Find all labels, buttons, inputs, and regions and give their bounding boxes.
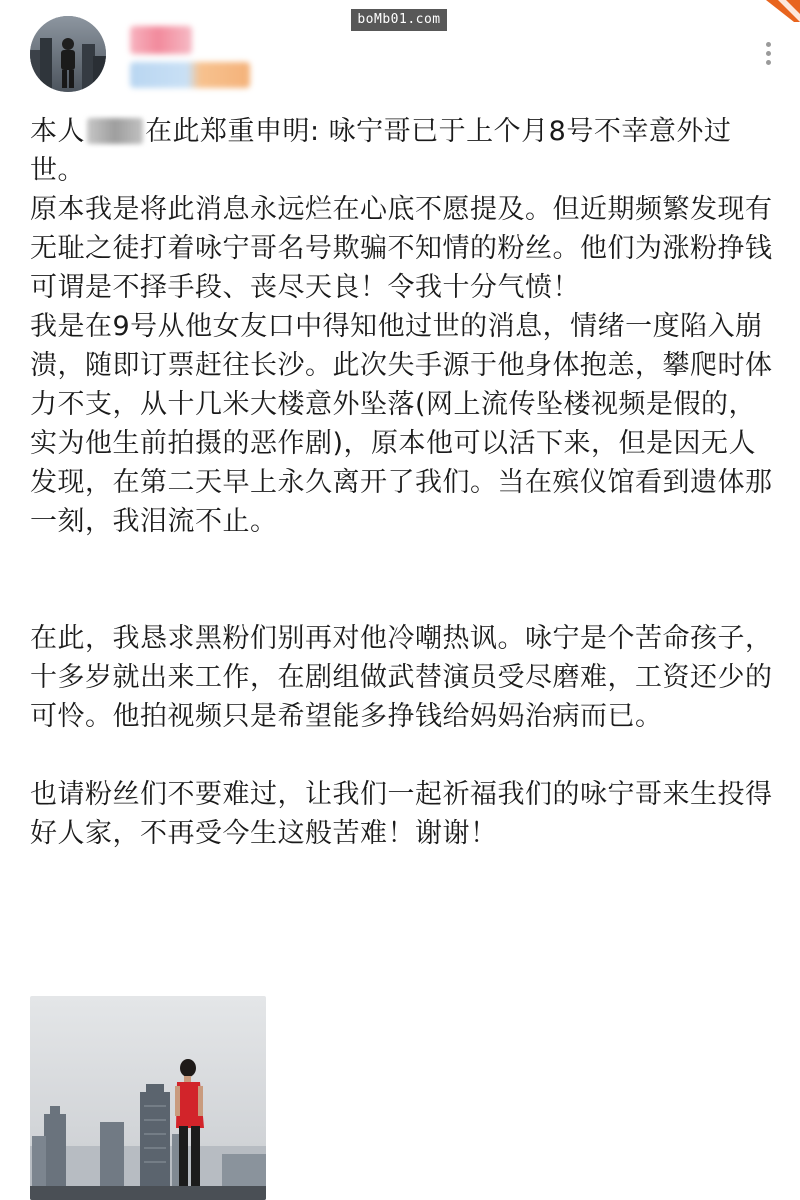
avatar-photo-icon bbox=[30, 16, 106, 92]
vertical-ellipsis-icon bbox=[756, 36, 780, 65]
post-paragraph-1-start: 本人 bbox=[30, 116, 85, 147]
post-paragraph-1 bbox=[30, 112, 776, 190]
rooftop-photo-icon bbox=[30, 996, 266, 1200]
name-redacted bbox=[87, 118, 143, 144]
post-image[interactable] bbox=[30, 996, 266, 1200]
post-meta-redacted bbox=[130, 62, 250, 88]
post-paragraph-3: 我是在9号从他女友口中得知他过世的消息，情绪一度陷入崩溃，随即订票赶往长沙。此次失手源于他身体抱恙，攀爬时体力不支，从十几米大楼意外坠落(网上流传坠楼视频是假的，实为他生前拍摄的恶作剧)，原本他可以活下来，但是因无人发现，在第二天早上永久离开了我们。当在殡仪馆看到遗体那一刻，我泪流不止。 bbox=[30, 311, 773, 537]
watermark-label: boMb01.com bbox=[351, 9, 447, 31]
post-body bbox=[30, 112, 776, 853]
post-paragraph-5: 也请粉丝们不要难过，让我们一起祈福我们的咏宁哥来生投得好人家，不再受今生这般苦难！谢谢！ bbox=[30, 779, 773, 849]
post-paragraph-1-end: 在此郑重申明: 咏宁哥已于上个月8号不幸意外过世。 bbox=[30, 116, 732, 186]
user-avatar[interactable] bbox=[30, 16, 106, 92]
paragraph-spacer bbox=[30, 541, 776, 619]
post-paragraph-4: 在此，我恳求黑粉们别再对他冷嘲热讽。咏宁是个苦命孩子，十多岁就出来工作，在剧组做武替演员受尽磨难，工资还少的可怜。他拍视频只是希望能多挣钱给妈妈治病而已。 bbox=[30, 623, 773, 732]
more-options-button[interactable] bbox=[756, 36, 780, 76]
post-paragraph-2: 原本我是将此消息永远烂在心底不愿提及。但近期频繁发现有无耻之徒打着咏宁哥名号欺骗不知情的粉丝。他们为涨粉挣钱可谓是不择手段、丧尽天良！令我十分气愤！ bbox=[30, 194, 773, 303]
paragraph-spacer bbox=[30, 736, 776, 775]
corner-ribbon-icon bbox=[760, 0, 800, 22]
username-redacted bbox=[130, 26, 192, 54]
